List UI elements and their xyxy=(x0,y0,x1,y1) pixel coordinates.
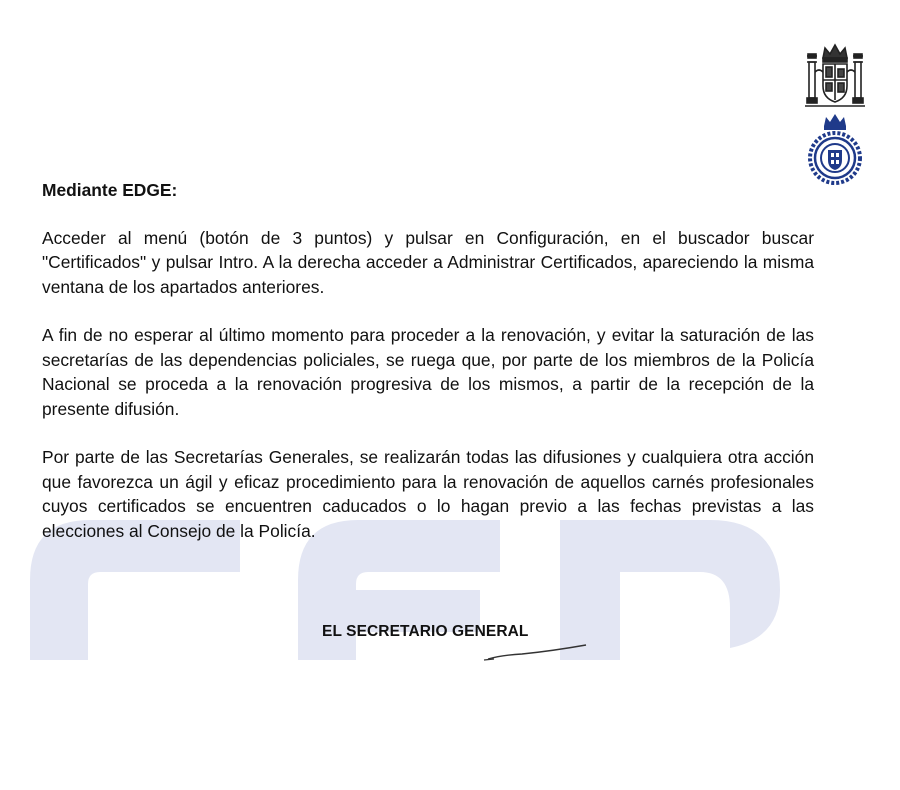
coat-of-arms-icon xyxy=(803,42,867,110)
header-emblems xyxy=(800,42,870,190)
section-heading: Mediante EDGE: xyxy=(42,180,178,200)
paragraph-secretaries: Por parte de las Secretarías Generales, se realizarán todas las difusiones y cualquiera otra acción que favorezca un ágil y eficaz procedimiento para la renovación de aquellos carnés profesionales cuyos certificados se encuentren caducados o lo hagan previo a las fechas previstas a las elecciones al Consejo de la Policía. xyxy=(42,447,814,541)
document-body xyxy=(42,178,814,567)
signature-scribble xyxy=(482,637,592,663)
police-badge-icon xyxy=(808,112,862,190)
signature-title: EL SECRETARIO GENERAL xyxy=(322,623,529,640)
paragraph-renewal-request: A fin de no esperar al último momento para proceder a la renovación, y evitar la saturación de las secretarías de las dependencias policiales, se ruega que, por parte de los miembros de la Policía Nacional se proceda a la renovación progresiva de los mismos, a partir de la recepción de la presente difusión. xyxy=(42,325,814,419)
signature-block xyxy=(322,623,529,641)
paragraph-edge-instructions: Acceder al menú (botón de 3 puntos) y pulsar en Configuración, en el buscador buscar "Certificados" y pulsar Intro. A la derecha acceder a Administrar Certificados, apareciendo la misma ventana de los apartados anteriores. xyxy=(42,227,814,297)
